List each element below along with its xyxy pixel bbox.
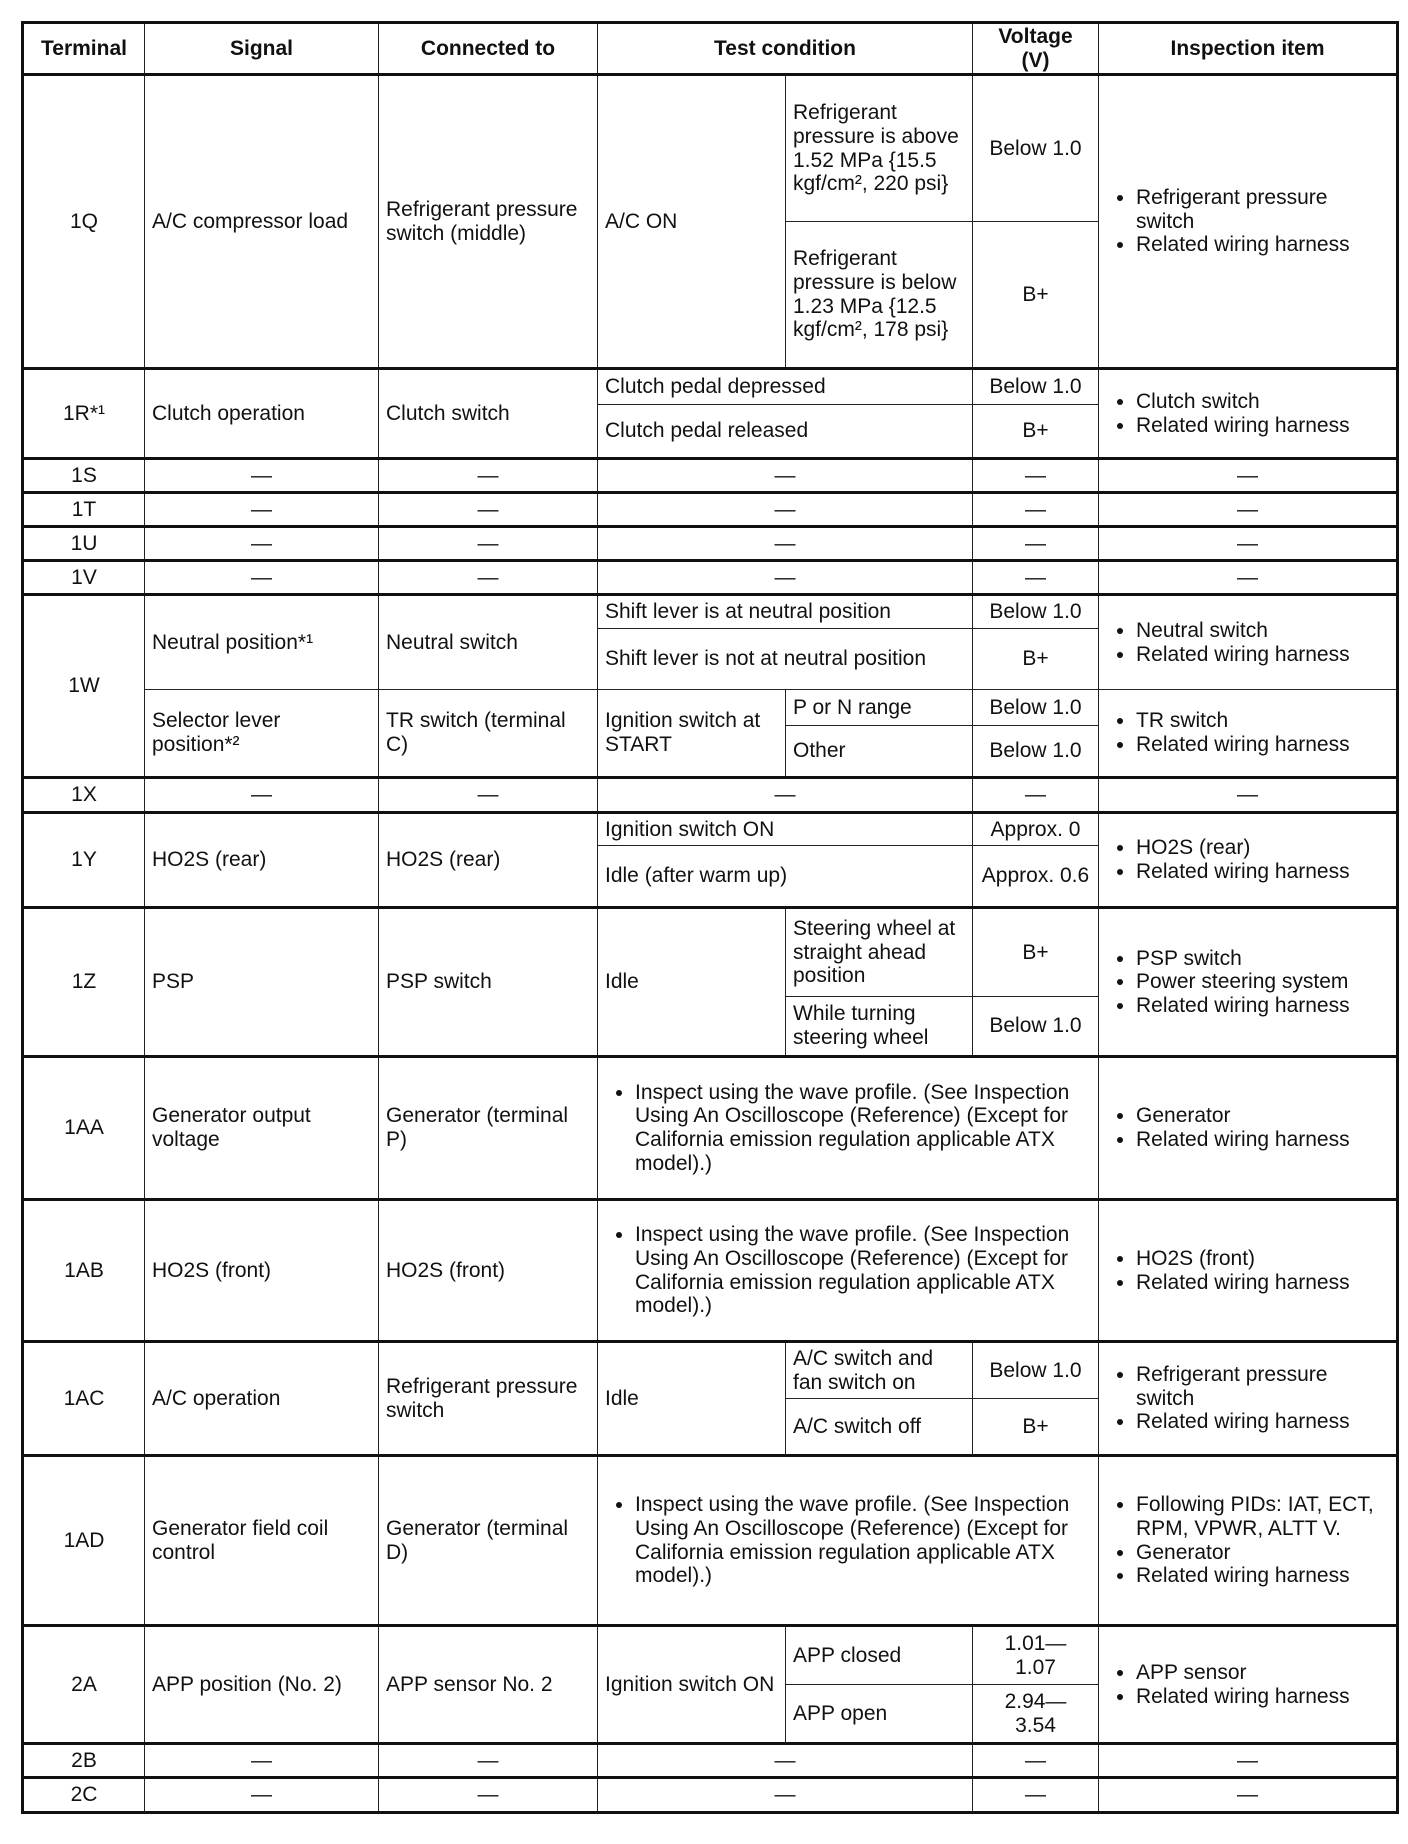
voltage-cell: Below 1.0 [973, 997, 1099, 1057]
sub-condition-cell: Other [786, 726, 973, 778]
terminal-cell: 1AB [23, 1200, 145, 1342]
table-row [23, 493, 1398, 527]
terminal-cell: 1R*¹ [23, 369, 145, 459]
inspection-cell [1099, 813, 1398, 908]
connected-cell: — [379, 459, 598, 493]
test-condition-cell: Clutch pedal depressed [598, 369, 973, 405]
signal-cell: — [145, 1778, 379, 1813]
inspection-item: • Clutch switch [1136, 390, 1389, 414]
signal-cell: A/C compressor load [145, 75, 379, 369]
sub-condition-cell: APP open [786, 1685, 973, 1744]
row-group-1Z [23, 908, 1398, 1057]
connected-cell: Generator (terminal P) [379, 1057, 598, 1200]
test-condition-cell: — [598, 1744, 973, 1778]
inspection-cell: — [1099, 493, 1398, 527]
voltage-cell: Below 1.0 [973, 75, 1099, 222]
voltage-cell: — [973, 459, 1099, 493]
terminal-cell: 1AA [23, 1057, 145, 1200]
row-group-2C [23, 1778, 1398, 1813]
test-condition-cell [598, 1200, 1099, 1342]
terminal-cell: 1W [23, 595, 145, 778]
signal-cell: APP position (No. 2) [145, 1626, 379, 1744]
signal-cell: Neutral position*¹ [145, 595, 379, 690]
table-row [23, 75, 1398, 222]
sub-condition-cell: APP closed [786, 1626, 973, 1685]
voltage-cell: 2.94—3.54 [973, 1685, 1099, 1744]
terminal-cell: 1X [23, 778, 145, 813]
test-condition-cell: Ignition switch ON [598, 1626, 786, 1744]
row-group-1V [23, 561, 1398, 595]
terminal-cell: 1T [23, 493, 145, 527]
signal-cell: A/C operation [145, 1342, 379, 1456]
voltage-cell: — [973, 1744, 1099, 1778]
inspection-item: • PSP switch [1136, 947, 1389, 971]
voltage-cell: Approx. 0 [973, 813, 1099, 846]
wave-profile-note: • Inspect using the wave profile. (See Inspection Using An Oscilloscope (Reference) (Except for California emission regulation applicable ATX model).) [635, 1493, 1091, 1587]
connected-cell: — [379, 493, 598, 527]
test-condition-cell: — [598, 1778, 973, 1813]
terminal-cell: 1Y [23, 813, 145, 908]
test-condition-cell: Shift lever is not at neutral position [598, 629, 973, 690]
table-row [23, 561, 1398, 595]
wave-profile-note: • Inspect using the wave profile. (See Inspection Using An Oscilloscope (Reference) (Except for California emission regulation applicable ATX model).) [635, 1081, 1091, 1175]
table-row [23, 1626, 1398, 1685]
test-condition-cell: Idle (after warm up) [598, 846, 973, 908]
inspection-item: • Related wiring harness [1136, 733, 1389, 757]
test-condition-cell: — [598, 778, 973, 813]
voltage-cell: Below 1.0 [973, 1342, 1099, 1399]
table-row [23, 778, 1398, 813]
signal-cell: — [145, 778, 379, 813]
voltage-cell: 1.01—1.07 [973, 1626, 1099, 1685]
signal-cell: — [145, 493, 379, 527]
test-condition-cell: Idle [598, 908, 786, 1057]
sub-condition-cell: A/C switch off [786, 1399, 973, 1456]
row-group-2A [23, 1626, 1398, 1744]
table-row [23, 527, 1398, 561]
inspection-item: • Related wiring harness [1136, 1685, 1389, 1709]
inspection-item: • HO2S (front) [1136, 1247, 1389, 1271]
test-condition-cell: A/C ON [598, 75, 786, 369]
connected-cell: — [379, 561, 598, 595]
test-condition-cell [598, 1057, 1099, 1200]
signal-cell: HO2S (rear) [145, 813, 379, 908]
terminal-cell: 1Z [23, 908, 145, 1057]
inspection-item: • Related wiring harness [1136, 414, 1389, 438]
header-inspection-item: Inspection item [1099, 23, 1398, 75]
inspection-cell [1099, 690, 1398, 778]
inspection-cell [1099, 595, 1398, 690]
voltage-cell: — [973, 493, 1099, 527]
table-row [23, 369, 1398, 405]
inspection-item: • Related wiring harness [1136, 1564, 1389, 1588]
terminal-inspection-table [21, 21, 1399, 1814]
inspection-cell [1099, 1626, 1398, 1744]
voltage-cell: Below 1.0 [973, 595, 1099, 629]
sub-condition-cell: A/C switch and fan switch on [786, 1342, 973, 1399]
connected-cell: APP sensor No. 2 [379, 1626, 598, 1744]
inspection-item: • Neutral switch [1136, 619, 1389, 643]
wave-profile-note: • Inspect using the wave profile. (See Inspection Using An Oscilloscope (Reference) (Except for California emission regulation applicable ATX model).) [635, 1223, 1091, 1317]
row-group-1AC [23, 1342, 1398, 1456]
test-condition-cell: Ignition switch ON [598, 813, 973, 846]
inspection-item: • HO2S (rear) [1136, 836, 1389, 860]
inspection-item: • Generator [1136, 1541, 1389, 1565]
test-condition-cell: Shift lever is at neutral position [598, 595, 973, 629]
connected-cell: — [379, 1778, 598, 1813]
voltage-cell: B+ [973, 405, 1099, 459]
inspection-item: • Related wiring harness [1136, 994, 1389, 1018]
inspection-item: • Related wiring harness [1136, 860, 1389, 884]
connected-cell: Neutral switch [379, 595, 598, 690]
inspection-cell: — [1099, 1744, 1398, 1778]
inspection-cell: — [1099, 1778, 1398, 1813]
connected-cell: — [379, 778, 598, 813]
inspection-item: • Refrigerant pressure switch [1136, 1363, 1389, 1410]
signal-cell: — [145, 1744, 379, 1778]
row-group-2B [23, 1744, 1398, 1778]
connected-cell: HO2S (rear) [379, 813, 598, 908]
voltage-cell: B+ [973, 222, 1099, 369]
inspection-cell [1099, 1057, 1398, 1200]
row-group-1AD [23, 1456, 1398, 1626]
test-condition-cell: — [598, 527, 973, 561]
connected-cell: Clutch switch [379, 369, 598, 459]
sub-condition-cell: Refrigerant pressure is above 1.52 MPa {15.5 kgf/cm², 220 psi} [786, 75, 973, 222]
terminal-cell: 1Q [23, 75, 145, 369]
table-row [23, 690, 1398, 726]
sub-condition-cell: Steering wheel at straight ahead position [786, 908, 973, 997]
inspection-cell: — [1099, 527, 1398, 561]
table-row [23, 1456, 1398, 1626]
table-row [23, 1744, 1398, 1778]
voltage-cell: B+ [973, 629, 1099, 690]
signal-cell: PSP [145, 908, 379, 1057]
table-row [23, 1342, 1398, 1399]
inspection-item: • Generator [1136, 1104, 1389, 1128]
header-row [23, 23, 1398, 75]
test-condition-cell: Clutch pedal released [598, 405, 973, 459]
voltage-cell: Below 1.0 [973, 726, 1099, 778]
connected-cell: — [379, 1744, 598, 1778]
row-group-1X [23, 778, 1398, 813]
inspection-cell: — [1099, 459, 1398, 493]
inspection-cell [1099, 1200, 1398, 1342]
inspection-item: • Power steering system [1136, 970, 1389, 994]
row-group-1Q [23, 75, 1398, 369]
voltage-cell: — [973, 1778, 1099, 1813]
inspection-cell [1099, 1456, 1398, 1626]
table-row [23, 1200, 1398, 1342]
signal-cell: Generator output voltage [145, 1057, 379, 1200]
inspection-cell [1099, 75, 1398, 369]
row-group-1AB [23, 1200, 1398, 1342]
terminal-cell: 2C [23, 1778, 145, 1813]
inspection-item: • Refrigerant pressure switch [1136, 186, 1389, 233]
terminal-cell: 1U [23, 527, 145, 561]
row-group-1Y [23, 813, 1398, 908]
signal-cell: — [145, 561, 379, 595]
row-group-1W [23, 595, 1398, 778]
row-group-1AA [23, 1057, 1398, 1200]
inspection-item: • Related wiring harness [1136, 1271, 1389, 1295]
inspection-cell [1099, 1342, 1398, 1456]
row-group-1R [23, 369, 1398, 459]
inspection-item: • Related wiring harness [1136, 233, 1389, 257]
table-row [23, 595, 1398, 629]
voltage-cell: Below 1.0 [973, 690, 1099, 726]
inspection-item: • TR switch [1136, 709, 1389, 733]
table-row [23, 459, 1398, 493]
connected-cell: PSP switch [379, 908, 598, 1057]
header-terminal: Terminal [23, 23, 145, 75]
signal-cell: — [145, 459, 379, 493]
signal-cell: — [145, 527, 379, 561]
table-row [23, 813, 1398, 846]
inspection-item: • Related wiring harness [1136, 1410, 1389, 1434]
voltage-cell: B+ [973, 1399, 1099, 1456]
voltage-cell: B+ [973, 908, 1099, 997]
inspection-item: • Following PIDs: IAT, ECT, RPM, VPWR, ALTT V. [1136, 1493, 1389, 1540]
signal-cell: Selector lever position*² [145, 690, 379, 778]
sub-condition-cell: While turning steering wheel [786, 997, 973, 1057]
terminal-cell: 1AC [23, 1342, 145, 1456]
row-group-1S [23, 459, 1398, 493]
connected-cell: HO2S (front) [379, 1200, 598, 1342]
inspection-cell [1099, 908, 1398, 1057]
connected-cell: — [379, 527, 598, 561]
row-group-1U [23, 527, 1398, 561]
signal-cell: Clutch operation [145, 369, 379, 459]
test-condition-cell [598, 1456, 1099, 1626]
voltage-cell: — [973, 527, 1099, 561]
test-condition-cell: — [598, 493, 973, 527]
test-condition-cell: Ignition switch at START [598, 690, 786, 778]
connected-cell: TR switch (terminal C) [379, 690, 598, 778]
table-row [23, 908, 1398, 997]
inspection-cell: — [1099, 778, 1398, 813]
test-condition-cell: — [598, 459, 973, 493]
connected-cell: Refrigerant pressure switch [379, 1342, 598, 1456]
inspection-item: • APP sensor [1136, 1661, 1389, 1685]
voltage-cell: — [973, 778, 1099, 813]
header-signal: Signal [145, 23, 379, 75]
terminal-cell: 1V [23, 561, 145, 595]
header-voltage: Voltage (V) [973, 23, 1099, 75]
voltage-cell: Below 1.0 [973, 369, 1099, 405]
test-condition-cell: Idle [598, 1342, 786, 1456]
test-condition-cell: — [598, 561, 973, 595]
header-connected-to: Connected to [379, 23, 598, 75]
connected-cell: Refrigerant pressure switch (middle) [379, 75, 598, 369]
terminal-cell: 1AD [23, 1456, 145, 1626]
terminal-cell: 2B [23, 1744, 145, 1778]
sub-condition-cell: Refrigerant pressure is below 1.23 MPa {12.5 kgf/cm², 178 psi} [786, 222, 973, 369]
sub-condition-cell: P or N range [786, 690, 973, 726]
signal-cell: HO2S (front) [145, 1200, 379, 1342]
inspection-cell [1099, 369, 1398, 459]
signal-cell: Generator field coil control [145, 1456, 379, 1626]
row-group-1T [23, 493, 1398, 527]
voltage-cell: — [973, 561, 1099, 595]
terminal-cell: 2A [23, 1626, 145, 1744]
voltage-cell: Approx. 0.6 [973, 846, 1099, 908]
table-row [23, 1057, 1398, 1200]
inspection-item: • Related wiring harness [1136, 643, 1389, 667]
connected-cell: Generator (terminal D) [379, 1456, 598, 1626]
inspection-cell: — [1099, 561, 1398, 595]
header-test-condition: Test condition [598, 23, 973, 75]
terminal-cell: 1S [23, 459, 145, 493]
inspection-item: • Related wiring harness [1136, 1128, 1389, 1152]
table-row [23, 1778, 1398, 1813]
